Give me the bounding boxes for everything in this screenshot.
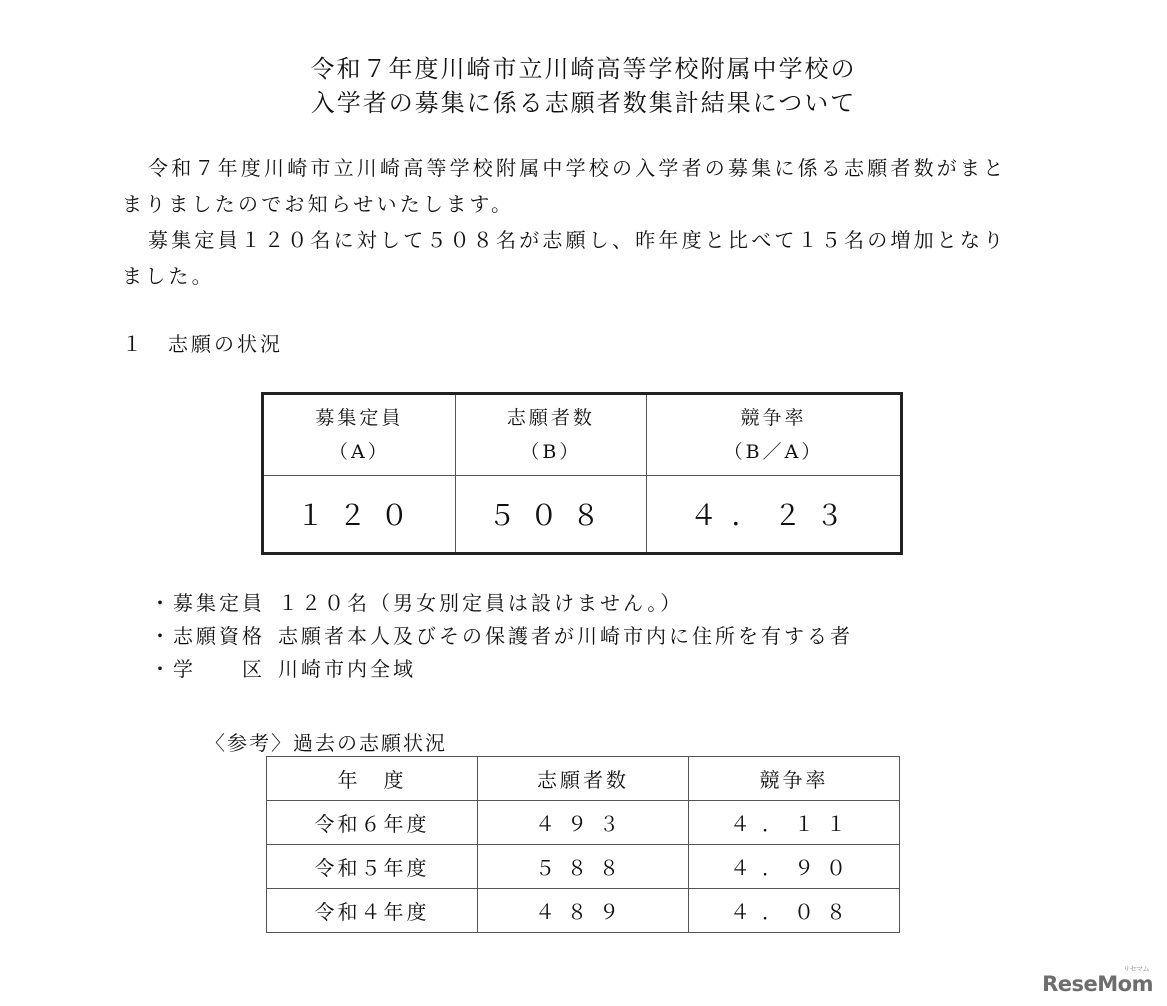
header-sub: （B） [520,441,582,463]
past-status-table [266,756,900,933]
header-label: 募集定員 [315,407,404,429]
year-cell: 令和４年度 [267,889,478,933]
intro-paragraph: 令和７年度川崎市立川崎高等学校附属中学校の入学者の募集に係る志願者数がまとまりましたのでお知らせいたします。 [122,156,1007,216]
ratio-cell: ４．９０ [689,845,900,889]
table-row [267,889,900,933]
section-heading: １ 志願の状況 [122,332,283,356]
table-header-row [267,757,900,801]
bullet-item [150,587,853,620]
header-sub: （B／A） [723,441,824,463]
value-ratio: ４．２３ [646,476,901,554]
bullet-key: ・学 区 [150,657,265,681]
column-header: 年 度 [267,757,478,801]
header-ratio [646,394,901,476]
header-label: 競争率 [740,407,807,429]
year-cell: 令和５年度 [267,845,478,889]
value-applicants: ５０８ [455,476,646,554]
table-row [267,801,900,845]
bullet-value: 志願者本人及びその保護者が川崎市内に住所を有する者 [278,624,853,648]
ratio-cell: ４．１１ [689,801,900,845]
bullet-item [150,653,853,686]
table-row [267,845,900,889]
document-title-line2: 入学者の募集に係る志願者数集計結果について [310,89,857,117]
watermark-text: ReseMom [1042,972,1153,996]
ratio-cell: ４．０８ [689,889,900,933]
value-capacity: １２０ [263,476,456,554]
bullet-key: ・志願資格 [150,624,265,648]
bullet-list [150,587,853,686]
summary-paragraph: 募集定員１２０名に対して５０８名が志願し、昨年度と比べて１５名の増加となりました。 [122,228,1007,288]
header-sub: （A） [329,441,390,463]
reference-label: 〈参考〉過去の志願状況 [205,731,447,755]
document-title-line1: 令和７年度川崎市立川崎高等学校附属中学校の [310,55,857,83]
column-header: 競争率 [689,757,900,801]
header-applicants [455,394,646,476]
application-status-table [261,392,903,555]
watermark-ruby: リセマム [1123,965,1149,973]
header-label: 志願者数 [506,407,595,429]
year-cell: 令和６年度 [267,801,478,845]
applicants-cell: ４９３ [478,801,689,845]
applicants-cell: ５８８ [478,845,689,889]
bullet-key: ・募集定員 [150,591,265,615]
header-capacity [263,394,456,476]
bullet-value: １２０名（男女別定員は設けません。） [278,591,684,615]
column-header: 志願者数 [478,757,689,801]
resemom-watermark-logo [1042,965,1153,996]
bullet-item [150,620,853,653]
applicants-cell: ４８９ [478,889,689,933]
bullet-value: 川崎市内全域 [278,657,416,681]
